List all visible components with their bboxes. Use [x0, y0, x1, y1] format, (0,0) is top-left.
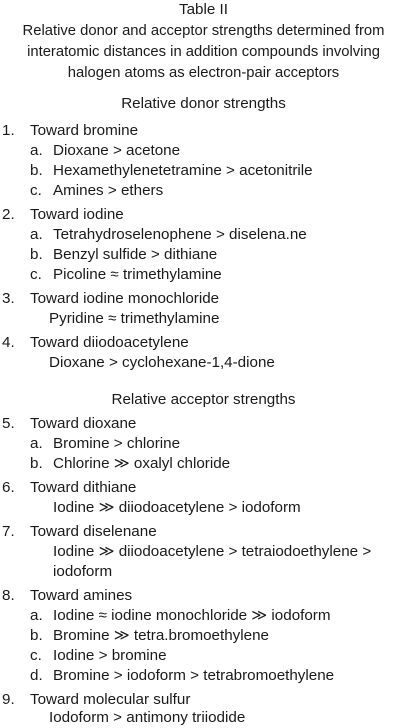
item-marker: a. — [30, 142, 43, 159]
entry-number: 6. — [2, 479, 15, 496]
entry-number: 2. — [2, 206, 15, 223]
table-caption-line-2: interatomic distances in addition compounds involving — [27, 44, 380, 60]
entry-text: Pyridine ≈ trimethylamine — [49, 310, 220, 327]
item-marker: c. — [30, 182, 42, 199]
entry-title: Toward diselenane — [30, 523, 157, 540]
entry-text: Iodine ≫ diiodoacetylene > iodoform — [53, 499, 301, 516]
table-caption-line-1: Relative donor and acceptor strengths determined from — [22, 23, 385, 39]
item-marker: b. — [30, 162, 43, 179]
acceptor-section-heading: Relative acceptor strengths — [111, 391, 296, 408]
entry-number: 3. — [2, 290, 15, 307]
entry-number: 1. — [2, 122, 15, 139]
item-text: Benzyl sulfide > dithiane — [53, 246, 218, 263]
item-text: Iodine > bromine — [53, 647, 167, 664]
entry-title: Toward diiodoacetylene — [30, 334, 189, 351]
item-marker: b. — [30, 246, 43, 263]
item-marker: c. — [30, 266, 42, 283]
item-text: Dioxane > acetone — [53, 142, 181, 159]
entry-title: Toward amines — [30, 587, 133, 604]
entry-title: Toward dithiane — [30, 479, 137, 496]
item-marker: a. — [30, 435, 43, 452]
entry-title: Toward iodine monochloride — [30, 290, 220, 307]
entry-number: 7. — [2, 523, 15, 540]
entry-number: 8. — [2, 587, 15, 604]
item-marker: d. — [30, 667, 43, 684]
item-marker: a. — [30, 226, 43, 243]
item-text: Bromine > iodoform > tetrabromoethylene — [53, 667, 335, 684]
entry-title: Toward bromine — [30, 122, 139, 139]
entry-text: Iodine ≫ diiodoacetylene > tetraiodoethylene > — [53, 543, 372, 560]
item-text: Bromine ≫ tetra.bromoethylene — [53, 627, 269, 644]
entry-text-continued: iodoform — [53, 563, 113, 580]
item-text: Iodine ≈ iodine monochloride ≫ iodoform — [53, 607, 331, 624]
entry-title: Toward dioxane — [30, 415, 137, 432]
entry-number: 4. — [2, 334, 15, 351]
item-text: Chlorine ≫ oxalyl chloride — [53, 455, 231, 472]
entry-text: Dioxane > cyclohexane-1,4-dione — [49, 354, 275, 371]
item-text: Hexamethylenetetramine > acetonitrile — [53, 162, 313, 179]
item-text: Tetrahydroselenophene > diselena.ne — [53, 226, 307, 243]
item-marker: b. — [30, 627, 43, 644]
entry-title: Toward molecular sulfur — [30, 691, 191, 708]
item-text: Bromine > chlorine — [53, 435, 181, 452]
item-text: Amines > ethers — [53, 182, 164, 199]
item-marker: b. — [30, 455, 43, 472]
table-label: Table II — [179, 1, 228, 18]
item-text: Picoline ≈ trimethylamine — [53, 266, 222, 283]
entry-number: 9. — [2, 691, 15, 708]
donor-section-heading: Relative donor strengths — [121, 95, 286, 112]
item-marker: c. — [30, 647, 42, 664]
entry-number: 5. — [2, 415, 15, 432]
table-caption-line-3: halogen atoms as electron-pair acceptors — [67, 65, 340, 81]
entry-text: Iodoform > antimony triiodide — [49, 709, 246, 726]
item-marker: a. — [30, 607, 43, 624]
entry-title: Toward iodine — [30, 206, 124, 223]
